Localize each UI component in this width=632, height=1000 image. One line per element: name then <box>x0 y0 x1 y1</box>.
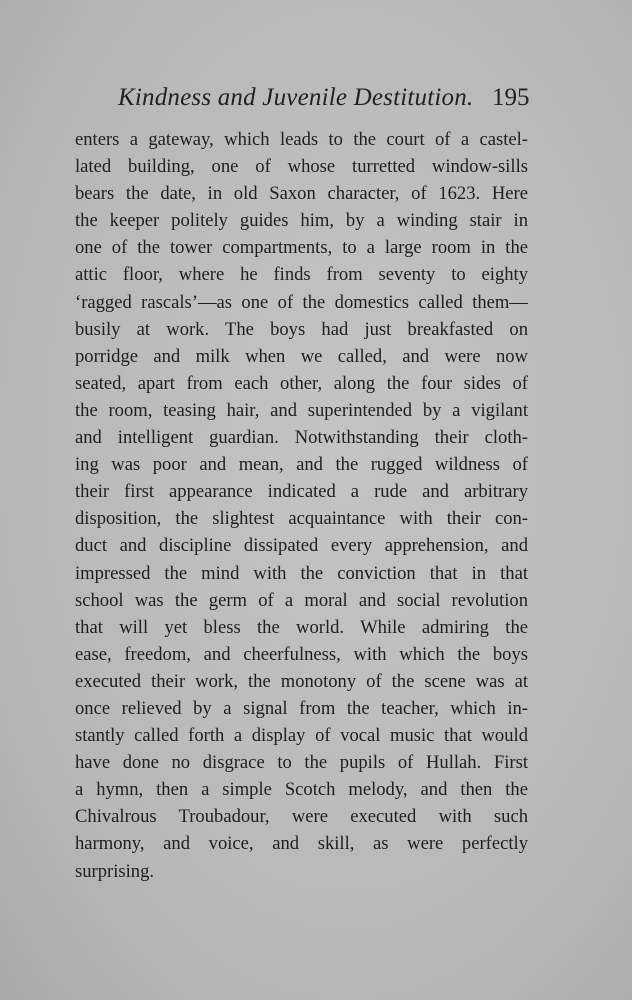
text-line: lated building, one of whose turretted window-sills <box>75 156 528 178</box>
text-line: harmony, and voice, and skill, as were perfectly <box>75 833 528 855</box>
text-line: seated, apart from each other, along the four sides of <box>75 372 528 394</box>
text-line: and intelligent guardian. Notwithstanding their cloth- <box>75 427 528 449</box>
body-text <box>75 126 528 885</box>
text-line: stantly called forth a display of vocal music that would <box>75 725 528 747</box>
text-line: bears the date, in old Saxon character, of 1623. Here <box>75 183 528 205</box>
text-line: ‘ragged rascals’—as one of the domestics called them— <box>75 291 528 313</box>
text-line: a hymn, then a simple Scotch melody, and then the <box>75 779 528 801</box>
page-header <box>0 84 632 116</box>
text-line: school was the germ of a moral and social revolution <box>75 589 528 611</box>
running-title: Kindness and Juvenile Destitution. <box>118 84 474 111</box>
text-line: the room, teasing hair, and superintended by a vigilant <box>75 399 528 421</box>
text-line: duct and discipline dissipated every apprehension, and <box>75 535 528 557</box>
text-line: busily at work. The boys had just breakfasted on <box>75 318 528 340</box>
text-line: enters a gateway, which leads to the court of a castel- <box>75 129 528 150</box>
text-line: have done no disgrace to the pupils of Hullah. First <box>75 752 528 774</box>
text-line: executed their work, the monotony of the scene was at <box>75 670 528 692</box>
text-line: one of the tower compartments, to a large room in the <box>75 237 528 259</box>
text-line: once relieved by a signal from the teacher, which in- <box>75 697 528 719</box>
text-line: surprising. <box>75 860 155 882</box>
text-line: that will yet bless the world. While admiring the <box>75 616 528 638</box>
text-line: porridge and milk when we called, and were now <box>75 345 528 367</box>
page-number: 195 <box>492 84 530 111</box>
text-line: ing was poor and mean, and the rugged wildness of <box>75 454 528 476</box>
text-line: the keeper politely guides him, by a winding stair in <box>75 210 528 232</box>
text-line: disposition, the slightest acquaintance with their con- <box>75 508 528 530</box>
text-line: impressed the mind with the conviction that in that <box>75 562 528 584</box>
text-line: Chivalrous Troubadour, were executed with such <box>75 806 528 828</box>
text-line: attic floor, where he finds from seventy to eighty <box>75 264 528 286</box>
text-line: their first appearance indicated a rude and arbitrary <box>75 481 528 503</box>
text-line: ease, freedom, and cheerfulness, with which the boys <box>75 643 528 665</box>
